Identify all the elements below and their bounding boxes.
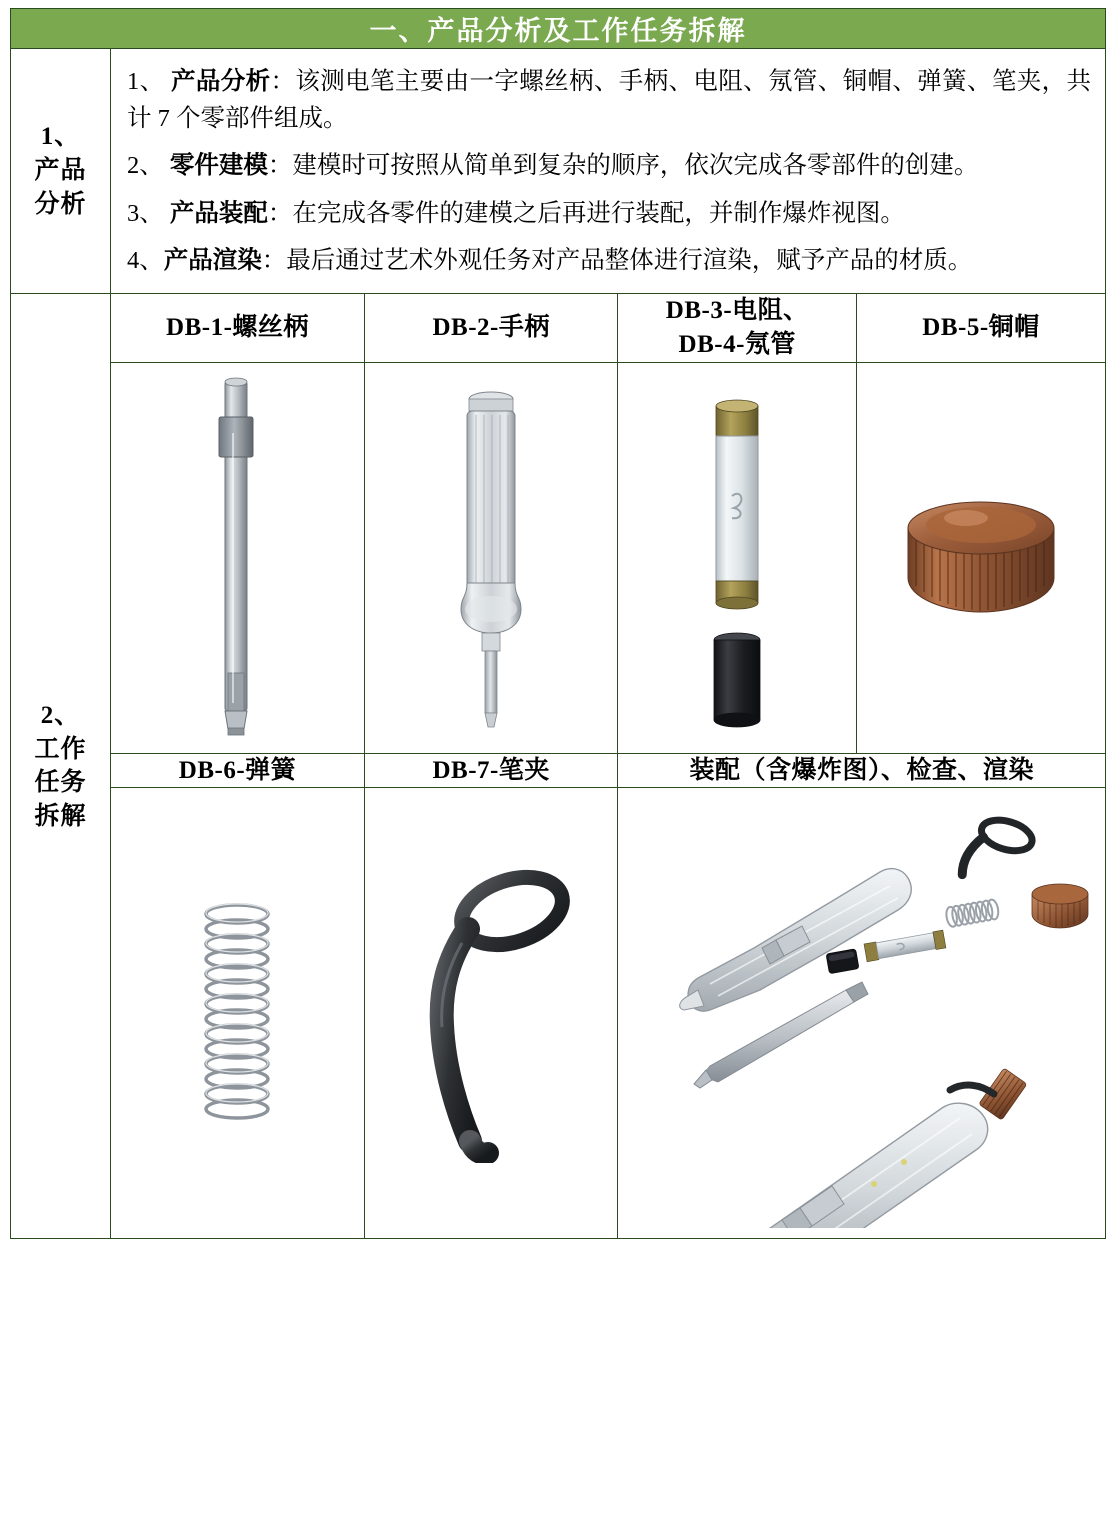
figure-cell-db6 [111, 788, 364, 1239]
part-title-db4-label: DB-4-氖管 [678, 330, 796, 358]
row-label2-line-2: 工作 [34, 735, 87, 763]
screwdriver-shaft-figure [111, 363, 364, 753]
parts-title-row-b [111, 753, 1105, 788]
analysis-item-1 [127, 63, 1091, 137]
assembly-exploded-figure [618, 788, 1105, 1238]
parts-title-row-a [111, 294, 1105, 362]
part-title-db3: DB-3-电阻、 [665, 297, 809, 325]
figure-cell-db7 [364, 788, 617, 1239]
analysis-item-1-index: 1、 [127, 68, 165, 95]
row-label2-line-4: 拆解 [34, 803, 87, 831]
figure-cell-assembly [618, 788, 1105, 1239]
analysis-item-3-text: ：在完成各零件的建模之后再进行装配，并制作爆炸视图。 [267, 199, 905, 227]
analysis-item-2-text: ：建模时可按照从简单到复杂的顺序，依次完成各零部件的创建。 [267, 152, 979, 180]
analysis-item-1-term: 产品分析 [171, 68, 271, 95]
part-title-assembly: 装配（含爆炸图）、检查、渲染 [618, 753, 1105, 788]
analysis-item-3-index: 3、 [127, 199, 164, 227]
analysis-item-4-text: ：最后通过艺术外观任务对产品整体进行渲染，赋予产品的材质。 [261, 246, 973, 274]
analysis-item-2-index: 2、 [127, 152, 164, 180]
main-table [10, 8, 1106, 1239]
row-label2-line-1: 2、 [40, 701, 81, 729]
section-title: 一、产品分析及工作任务拆解 [11, 9, 1106, 49]
analysis-item-1-text: ：该测电笔主要由一字螺丝柄、手柄、电阻、氖管、铜帽、弹簧、笔夹，共计 7 个零部件组成。 [127, 68, 1091, 133]
resistor-neon-tube-figure [618, 363, 856, 753]
parts-figure-row-a [111, 362, 1105, 753]
figure-cell-db3-db4 [618, 362, 857, 753]
row-label-line-1: 1、 [40, 123, 81, 151]
row-label2-line-3: 任务 [34, 769, 87, 797]
figure-cell-db2 [364, 362, 617, 753]
analysis-cell [111, 49, 1106, 294]
part-title-db1: DB-1-螺丝柄 [111, 294, 364, 362]
analysis-item-2-term: 零件建模 [169, 152, 268, 180]
row-label-task-breakdown [11, 294, 111, 1239]
pen-clip-figure [365, 788, 617, 1238]
spring-figure [111, 788, 364, 1238]
analysis-item-2 [127, 147, 1091, 184]
handle-figure [365, 363, 617, 753]
parts-table [111, 294, 1105, 1238]
analysis-item-4-index: 4、 [127, 246, 164, 274]
part-title-db2: DB-2-手柄 [364, 294, 617, 362]
copper-cap-figure [857, 363, 1105, 753]
part-title-db7: DB-7-笔夹 [364, 753, 617, 788]
part-title-db3-db4 [618, 294, 857, 362]
banner-row [11, 9, 1106, 49]
part-title-db5: DB-5-铜帽 [856, 294, 1105, 362]
row-label-product-analysis [11, 49, 111, 294]
analysis-item-4-term: 产品渲染 [163, 246, 262, 274]
analysis-row [11, 49, 1106, 294]
part-title-db6: DB-6-弹簧 [111, 753, 364, 788]
figure-cell-db1 [111, 362, 364, 753]
analysis-item-4 [127, 242, 1091, 279]
tasks-row [11, 294, 1106, 1239]
parts-cell [111, 294, 1106, 1239]
analysis-item-3-term: 产品装配 [169, 199, 268, 227]
figure-cell-db5 [856, 362, 1105, 753]
parts-figure-row-b [111, 788, 1105, 1239]
analysis-text-block [111, 49, 1105, 293]
analysis-item-3 [127, 195, 1091, 232]
row-label-line-3: 分析 [34, 190, 87, 218]
row-label-line-2: 产品 [34, 157, 87, 185]
